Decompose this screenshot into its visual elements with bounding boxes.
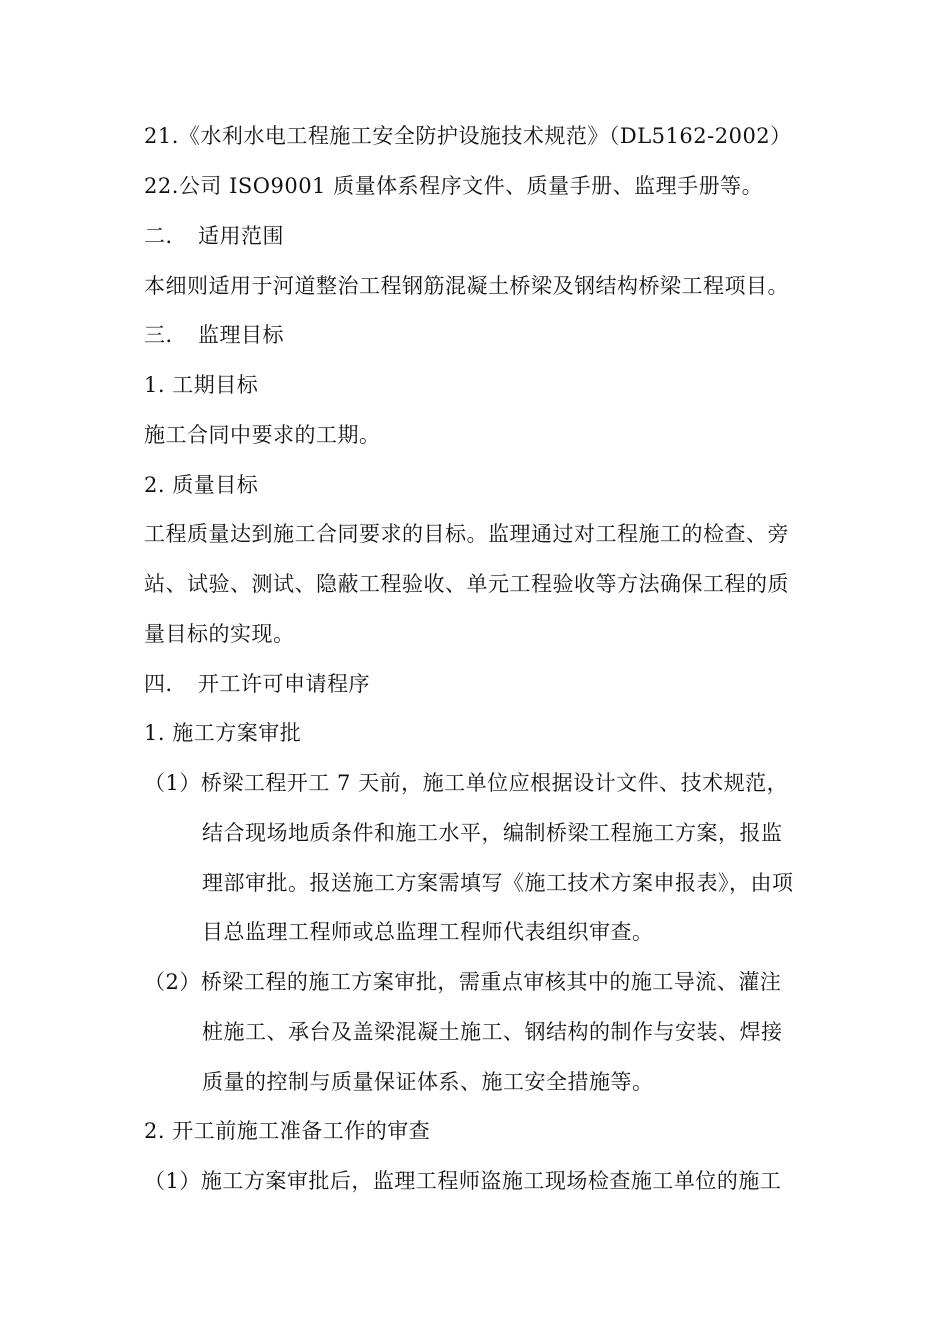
- list-item-2-line-3: 质量的控制与质量保证体系、施工安全措施等。: [202, 1070, 654, 1094]
- list-item-1-line-4: 目总监理工程师或总监理工程师代表组织审查。: [202, 920, 654, 944]
- subheading-quality-goal: 2. 质量目标: [144, 473, 259, 497]
- reference-item-22: 22.公司 ISO9001 质量体系程序文件、质量手册、监理手册等。: [144, 174, 764, 198]
- section-heading-objectives: 三． 监理目标: [144, 323, 284, 347]
- list-item-1-line-1: （1）桥梁工程开工 7 天前，施工单位应根据设计文件、技术规范，: [144, 771, 789, 795]
- section-heading-start-permit: 四． 开工许可申请程序: [144, 672, 370, 696]
- paragraph-schedule-goal: 施工合同中要求的工期。: [144, 423, 381, 447]
- paragraph-quality-goal-line-1: 工程质量达到施工合同要求的目标。监理通过对工程施工的检查、旁: [144, 522, 789, 546]
- subheading-pre-start-review: 2. 开工前施工准备工作的审查: [144, 1119, 431, 1143]
- reference-item-21: 21.《水利水电工程施工安全防护设施技术规范》（DL5162-2002）: [144, 124, 792, 148]
- list-item-3-line-1: （1）施工方案审批后，监理工程师盗施工现场检查施工单位的施工: [144, 1169, 782, 1193]
- paragraph-scope: 本细则适用于河道整治工程钢筋混凝土桥梁及钢结构桥梁工程项目。: [144, 274, 789, 298]
- section-heading-scope: 二． 适用范围: [144, 224, 284, 248]
- paragraph-quality-goal-line-2: 站、试验、测试、隐蔽工程验收、单元工程验收等方法确保工程的质: [144, 572, 789, 596]
- list-item-2-line-2: 桩施工、承台及盖梁混凝土施工、钢结构的制作与安装、焊接: [202, 1020, 783, 1044]
- subheading-plan-approval: 1. 施工方案审批: [144, 721, 302, 745]
- paragraph-quality-goal-line-3: 量目标的实现。: [144, 622, 295, 646]
- list-item-2-line-1: （2）桥梁工程的施工方案审批，需重点审核其中的施工导流、灌注: [144, 970, 782, 994]
- subheading-schedule-goal: 1. 工期目标: [144, 373, 259, 397]
- list-item-1-line-2: 结合现场地质条件和施工水平，编制桥梁工程施工方案，报监: [202, 821, 783, 845]
- list-item-1-line-3: 理部审批。报送施工方案需填写《施工技术方案申报表》，由项: [202, 871, 794, 895]
